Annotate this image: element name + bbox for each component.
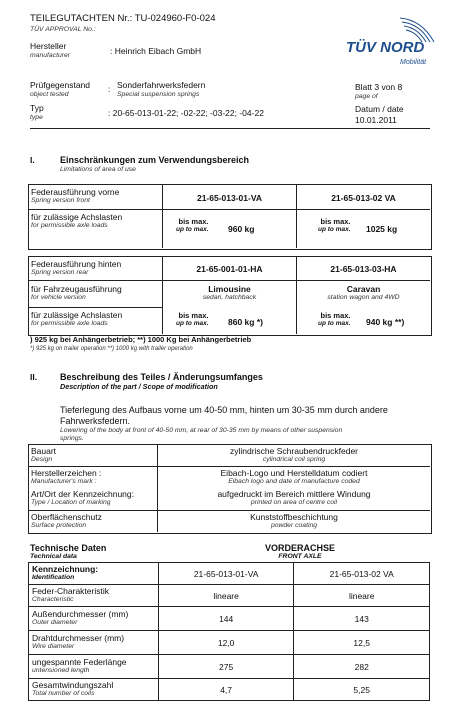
manufacturer-mark-label: Herstellerzeichen : Manufacturer's mark : — [31, 468, 102, 485]
section2-text-2: Fahrwerksfedern. — [60, 416, 131, 426]
rear-val2: 940 kg **) — [366, 317, 405, 327]
section2-number: II. — [30, 372, 38, 382]
front-val1: 960 kg — [228, 224, 255, 234]
section2-title: Beschreibung des Teiles / Änderungsumfanges — [60, 372, 263, 382]
front-col1: 21-65-013-01-VA — [196, 193, 263, 203]
object-label: Prüfgegenstand — [30, 80, 91, 90]
date-label: Datum / date — [355, 104, 404, 114]
object-colon: : — [108, 84, 111, 94]
front-bismax-1: bis max. up to max. — [176, 217, 209, 233]
surface-label: Oberflächenschutz Surface protection — [31, 512, 102, 529]
manufacturer-mark-value: Eibach-Logo und Herstelldatum codiert Eibach logo and date of manufacture coded — [220, 468, 368, 485]
rear-bismax-1: bis max. up to max. — [176, 311, 209, 327]
front-axle-heading: VORDERACHSE — [264, 543, 335, 553]
object-value-en: Special suspension springs — [117, 91, 200, 98]
rear-label: Federausführung hinten Spring version rear — [31, 259, 122, 276]
marking-label: Art/Ort der Kennzeichnung: Type / Location of marking — [31, 489, 135, 506]
front-axle-heading-en: FRONT AXLE — [278, 553, 322, 560]
section2-text-1: Tieferlegung des Aufbaus vorne um 40-50 mm, hinten um 30-35 mm durch andere — [60, 405, 388, 415]
tech-col2: 21-65-013-02 VA — [294, 563, 430, 585]
manufacturer-label-en: manufacturer — [30, 52, 71, 59]
section2-title-en: Description of the part / Scope of modification — [60, 382, 218, 391]
rear-vehicle1: Limousine sedan, hatchback — [202, 284, 257, 301]
sheet-label-en: page of — [355, 93, 378, 100]
rear-val1: 860 kg *) — [228, 317, 263, 327]
svg-text:TÜV NORD: TÜV NORD — [346, 39, 425, 56]
report-number: TEILEGUTACHTEN Nr.: TU-024960-F0-024 — [30, 13, 216, 24]
section1-number: I. — [30, 155, 35, 165]
table-row: Außendurchmesser (mm) Outer diameter 144 143 — [29, 607, 430, 631]
header-divider — [30, 128, 430, 129]
rear-vehicle2: Caravan station wagon and 4WD — [327, 284, 400, 301]
front-label: Federausführung vorne Spring version front — [31, 187, 120, 204]
type-label: Typ — [30, 103, 44, 113]
manufacturer-value: : Heinrich Eibach GmbH — [110, 46, 202, 56]
table-row: Drahtdurchmesser (mm) Wire diameter 12,0 12,5 — [29, 631, 430, 655]
type-label-en: type — [30, 114, 43, 121]
object-value: Sonderfahrwerksfedern — [117, 80, 206, 90]
section1-title-en: Limitations of area of use — [60, 166, 136, 173]
rear-col1: 21-65-001-01-HA — [196, 264, 263, 274]
design-value: zylindrische Schraubendruckfeder cylindrical coil spring — [229, 446, 359, 463]
tech-title-en: Technical data — [30, 553, 77, 560]
manufacturer-label: Hersteller — [30, 41, 67, 51]
id-label: Kennzeichnung: — [32, 564, 99, 574]
table-row: Feder-Charakteristik Characteristic lineare lineare — [29, 585, 430, 607]
section2-text-en-1: Lowering of the body at front of 40-50 mm, at rear of 30-35 mm by means of other suspension — [60, 427, 343, 434]
front-col2: 21-65-013-02 VA — [331, 193, 396, 203]
tech-data-table — [28, 562, 430, 701]
rear-axle-label: für zulässige Achslasten for permissible axle loads — [31, 310, 123, 327]
date-value: 10.01.2011 — [355, 115, 397, 125]
surface-value: Kunststoffbeschichtung powder coating — [250, 512, 338, 529]
rear-col2: 21-65-013-03-HA — [330, 264, 397, 274]
sheet-label: Blatt 3 von 8 — [355, 82, 403, 92]
footnote: ) 925 kg bei Anhängerbetrieb; **) 1000 Kg bei Anhängerbetrieb — [30, 335, 252, 344]
front-axle-label: für zulässige Achslasten for permissible axle loads — [31, 212, 123, 229]
rear-vehicle-label: für Fahrzeugausführung for vehicle version — [31, 284, 122, 301]
svg-text:Mobilität: Mobilität — [400, 59, 427, 66]
design-label: Bauart Design — [31, 446, 57, 463]
tech-title: Technische Daten — [30, 543, 107, 553]
section1-title: Einschränkungen zum Verwendungsbereich — [60, 155, 250, 165]
marking-value: aufgedruckt im Bereich mittlere Windung printed on area of centre coil — [217, 489, 371, 506]
id-label-en: Identification — [32, 574, 75, 581]
tech-col1: 21-65-013-01-VA — [158, 563, 294, 585]
table-row — [29, 563, 430, 585]
front-bismax-2: bis max. up to max. — [318, 217, 351, 233]
type-value: : 20-65-013-01-22; -02-22; -03-22; -04-22 — [108, 108, 264, 118]
front-val2: 1025 kg — [366, 224, 398, 234]
report-number-en: TÜV APPROVAL No.: — [30, 26, 96, 33]
footnote-en: *) 925 kg on trailer operation **) 1000 kg with trailer operation — [30, 346, 193, 352]
table-row: Gesamtwindungszahl Total number of coils 4,7 5,25 — [29, 679, 430, 701]
object-label-en: object tested — [30, 91, 69, 98]
section2-text-en-2: springs. — [60, 435, 84, 442]
tuv-nord-logo — [342, 10, 442, 70]
rear-bismax-2: bis max. up to max. — [318, 311, 351, 327]
table-row: ungespannte Federlänge untensioned length 275 282 — [29, 655, 430, 679]
